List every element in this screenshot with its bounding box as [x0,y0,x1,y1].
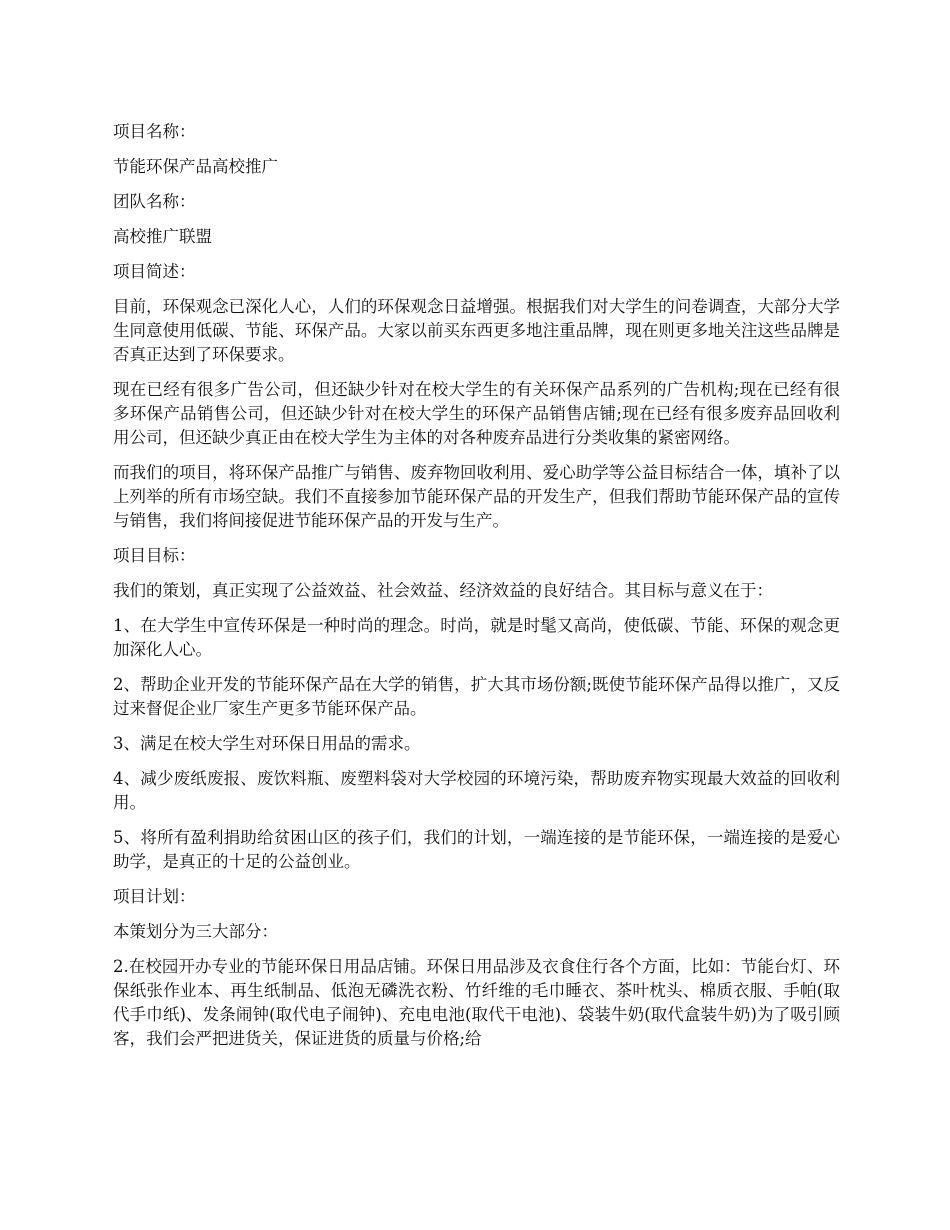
goal-item-5: 5、将所有盈利捐助给贫困山区的孩子们，我们的计划，一端连接的是节能环保，一端连接的是爱心助学，是真正的十足的公益创业。 [113,828,840,871]
goal-item-4: 4、减少废纸废报、废饮料瓶、废塑料袋对大学校园的环境污染，帮助废弃物实现最大效益的回收利用。 [113,769,840,812]
label-project-summary: 项目简述： [113,262,196,281]
team-name-value: 高校推广联盟 [113,227,212,246]
label-project-goals: 项目目标： [113,546,196,565]
label-project-name: 项目名称： [113,122,196,141]
plan-item-2: 2.在校园开办专业的节能环保日用品店铺。环保日用品涉及衣食住行各个方面，比如：节能台灯、环保纸张作业本、再生纸制品、低泡无磷洗衣粉、竹纤维的毛巾睡衣、茶叶枕头、棉质衣服、手帕(取代手巾纸)、发条闹钟(取代电子闹钟)、充电电池(取代干电池)、袋装牛奶(取代盒装牛奶)为了吸引顾客，我们会严把进货关，保证进货的质量与价格;给 [113,957,840,1048]
summary-paragraph-2: 现在已经有很多广告公司，但还缺少针对在校大学生的有关环保产品系列的广告机构;现在已经有很多环保产品销售公司，但还缺少针对在校大学生的环保产品销售店铺;现在已经有很多废弃品回收利用公司，但还缺少真正由在校大学生为主体的对各种废弃品进行分类收集的紧密网络。 [113,380,840,447]
label-team-name: 团队名称： [113,192,196,211]
goal-item-3: 3、满足在校大学生对环保日用品的需求。 [113,734,421,753]
document-page [113,120,840,1062]
label-project-plan: 项目计划： [113,887,196,906]
goals-intro: 我们的策划，真正实现了公益效益、社会效益、经济效益的良好结合。其目标与意义在于： [113,581,773,600]
summary-paragraph-3: 而我们的项目，将环保产品推广与销售、废弃物回收利用、爱心助学等公益目标结合一体，填补了以上列举的所有市场空缺。我们不直接参加节能环保产品的开发生产，但我们帮助节能环保产品的宣传与销售，我们将间接促进节能环保产品的开发与生产。 [113,463,840,530]
project-name-value: 节能环保产品高校推广 [113,157,278,176]
plan-intro: 本策划分为三大部分： [113,922,278,941]
goal-item-2: 2、帮助企业开发的节能环保产品在大学的销售，扩大其市场份额;既使节能环保产品得以推广，又反过来督促企业厂家生产更多节能环保产品。 [113,675,840,718]
goal-item-1: 1、在大学生中宣传环保是一种时尚的理念。时尚，就是时髦又高尚，使低碳、节能、环保的观念更加深化人心。 [113,616,840,659]
summary-paragraph-1: 目前，环保观念已深化人心，人们的环保观念日益增强。根据我们对大学生的问卷调查，大部分大学生同意使用低碳、节能、环保产品。大家以前买东西更多地注重品牌，现在则更多地关注这些品牌是否真正达到了环保要求。 [113,297,840,364]
